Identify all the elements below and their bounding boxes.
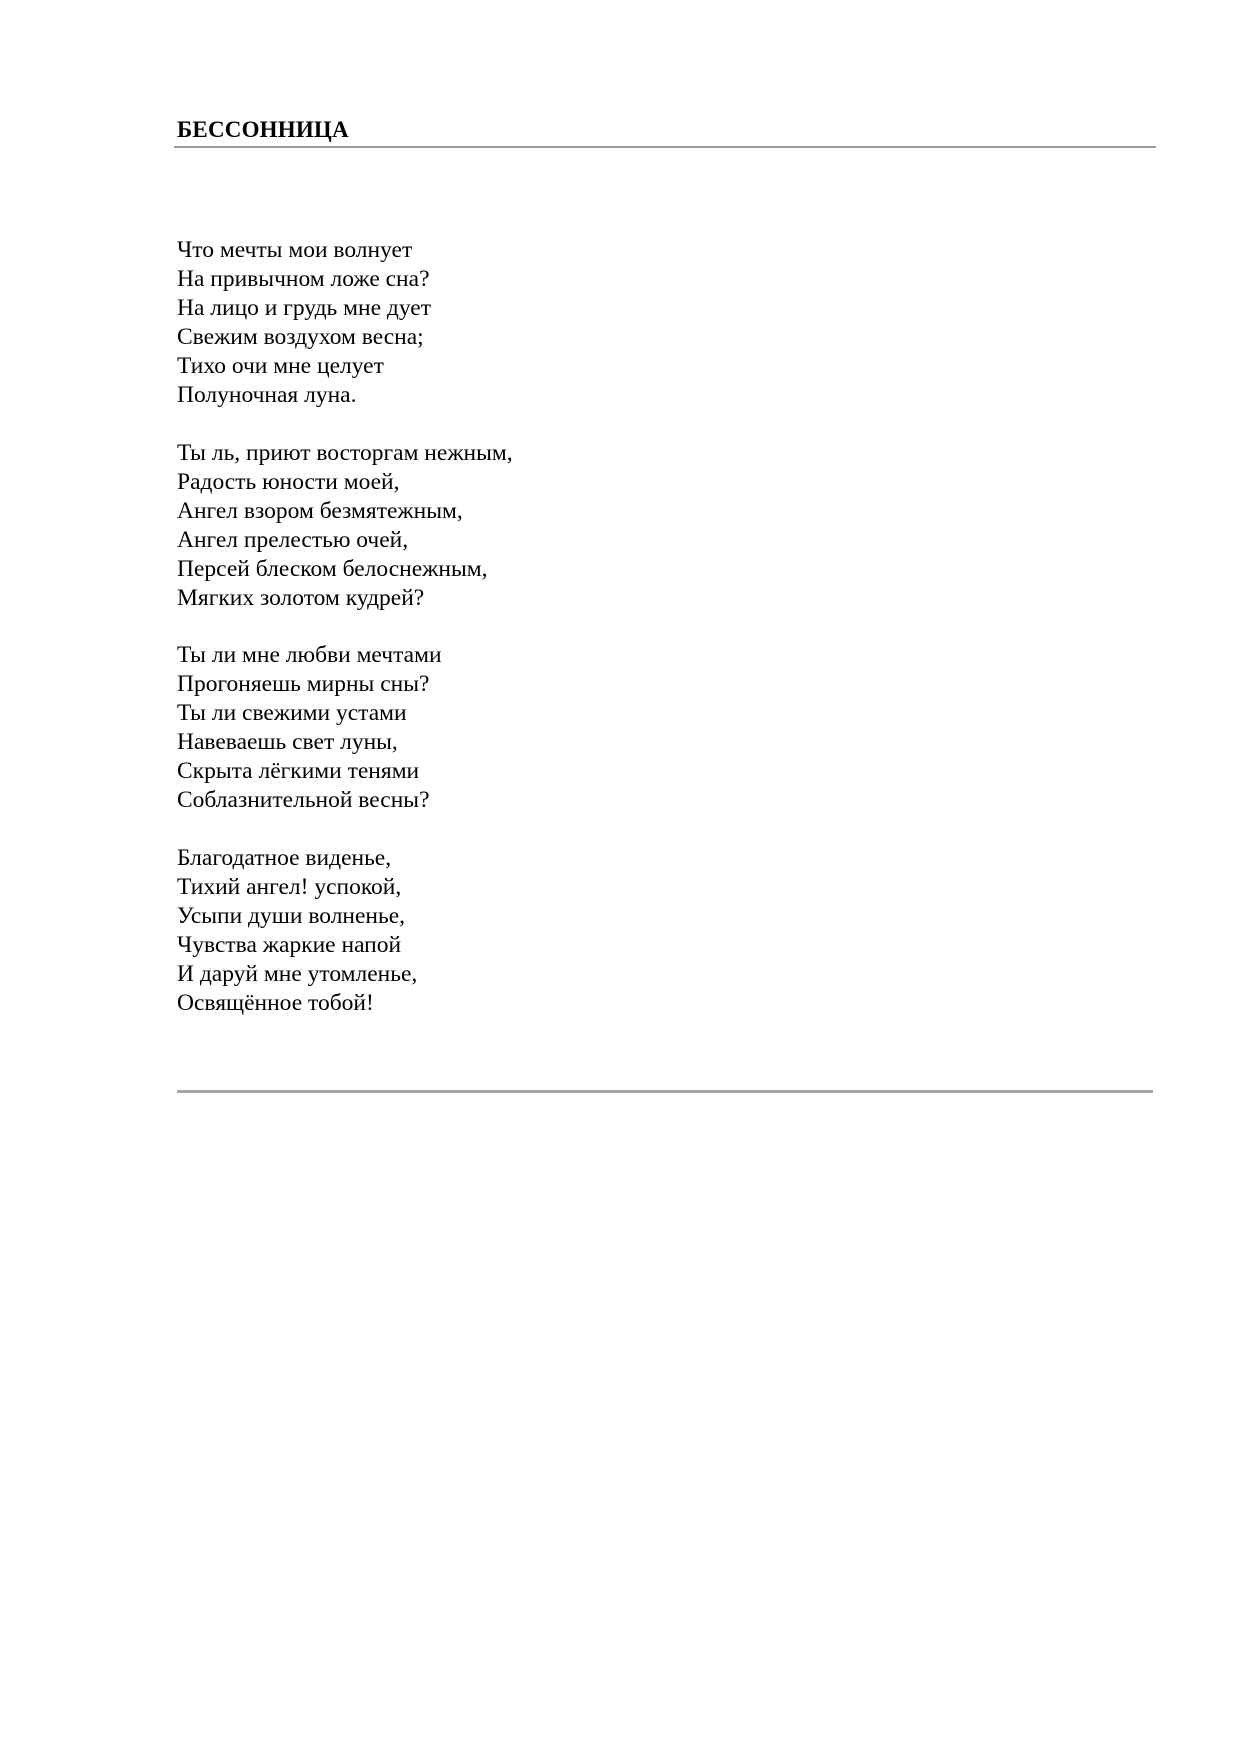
poem-line: Навеваешь свет луны, (177, 729, 398, 755)
poem-line: Ты ль, приют восторгам нежным, (177, 439, 513, 466)
poem-line: Ты ли свежими устами (177, 700, 407, 726)
poem-line: Тихий ангел! успокой, (177, 873, 402, 900)
title-underline (174, 146, 1156, 148)
poem-line: Свежим воздухом весна; (177, 324, 424, 350)
poem-line: На привычном ложе сна? (177, 266, 430, 292)
poem-line: Что мечты мои волнует (177, 237, 413, 263)
poem-line: Освящённое тобой! (177, 989, 374, 1016)
poem-line: Благодатное виденье, (177, 844, 392, 871)
poem-line: Ты ли мне любви мечтами (177, 642, 442, 668)
poem-line: Персей блеском белоснежным, (177, 555, 488, 582)
poem-line: Ангел взором безмятежным, (177, 497, 463, 524)
poem-body (177, 236, 877, 1046)
poem-line: Прогоняешь мирны сны? (177, 671, 430, 697)
stanza-2 (177, 439, 877, 613)
poem-line: На лицо и грудь мне дует (177, 295, 431, 321)
stanza-1 (177, 236, 877, 410)
poem-line: Мягких золотом кудрей? (177, 584, 425, 611)
poem-line: Тихо очи мне целует (177, 353, 384, 379)
poem-line: Полуночная луна. (177, 382, 357, 408)
poem-line: Радость юности моей, (177, 468, 400, 495)
poem-line: Чувства жаркие напой (177, 931, 402, 958)
poem-title: БЕССОННИЦА (177, 117, 349, 142)
stanza-4 (177, 844, 877, 1018)
stanza-3 (177, 641, 877, 815)
poem-line: Ангел прелестью очей, (177, 526, 409, 553)
end-divider (177, 1090, 1153, 1093)
poem-line: Соблазнительной весны? (177, 787, 430, 813)
poem-line: Скрыта лёгкими тенями (177, 758, 420, 784)
poem-line: Усыпи души волненье, (177, 902, 406, 929)
poem-line: И даруй мне утомленье, (177, 960, 418, 987)
